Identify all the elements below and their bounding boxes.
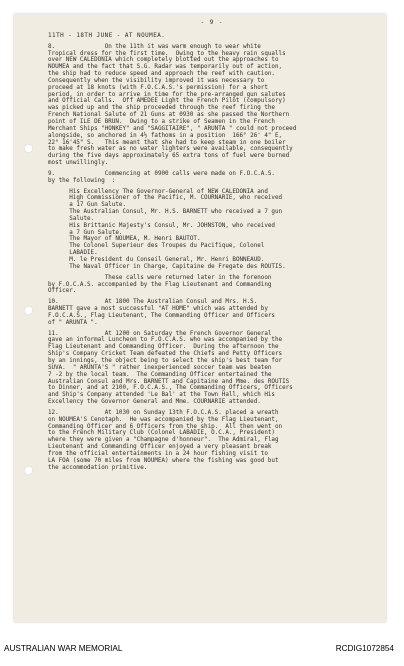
text-line: Salute.: [48, 215, 95, 222]
text-line: by the following :: [48, 177, 116, 184]
text-line: SUVA. " ARUNTA'S " rather inexperienced soccer team was beaten: [48, 364, 272, 371]
text-line: to make fresh water as no water lighters were available, consequently: [48, 146, 293, 153]
text-line: a 7 Gun Salute.: [48, 229, 123, 236]
text-line: 8. On the 11th it was warm enough to wear white: [48, 43, 261, 50]
text-line: 22° 16'45" S. This meant that she had to keep steam in one boiler: [48, 139, 286, 146]
document-text: [48, 44, 376, 472]
text-line: BARNETT gave a most successful "AT HOME" which was attended by: [48, 306, 268, 313]
text-line: The Naval Officer in Charge, Capitaine de Fregate des ROUTIS.: [48, 263, 286, 270]
text-line: Merchant Ships "HONKEY" and "SAGGITAIRE", " ARUNTA " could not proceed: [48, 125, 297, 132]
text-line: M. le President du Conseil General, Mr. Henri BONNEAUD.: [48, 257, 265, 263]
page-number: - 9 -: [200, 20, 224, 26]
punch-hole: [24, 144, 33, 153]
text-line: NOUMEA and the fact that S.G. Radar was temporarily out of action,: [48, 64, 283, 71]
text-line: Officer.: [48, 288, 77, 295]
text-line: 11. At 1200 on Saturday the French Governor General: [48, 330, 272, 337]
text-line: a 17 Gun Salute.: [48, 202, 127, 209]
text-line: alongside, so anchored in 4½ fathoms in a position 166° 26' 4" E,: [48, 132, 283, 139]
text-line: Lieutenant and Commanding Officer enjoyed a very pleasant break: [48, 444, 272, 451]
text-line: to the French Military Club (Colonel LABADIE, O.C.A., President): [48, 430, 275, 437]
text-line: His Brittanic Majesty's Consul, Mr. JOHNSTON, who received: [48, 222, 275, 229]
text-line: 7 -2 by the local team. The Commanding Officer entertained the: [48, 371, 272, 378]
text-line: the ship had to reduce speed and approach the reef with caution.: [48, 71, 275, 78]
text-line: Ship's Company Cricket Team defeated the Chiefs and Petty Officers: [48, 351, 283, 358]
text-line: The Mayor of NOUMEA, M. Henri BAUTOT.: [48, 236, 201, 243]
text-line: to Dinner, and at 2100, F.O.C.A.S., The Commanding Officers, Officers: [48, 385, 293, 392]
text-line: The Colonel Superieur des Troupes du Pacifique, Colonel: [48, 243, 265, 250]
text-line: the accommodation primitive.: [48, 464, 148, 471]
text-line: most unwillingly.: [48, 160, 109, 167]
text-line: 9. Commencing at 0900 calls were made on F.O.C.A.S.: [48, 170, 275, 177]
text-line: Excellency the Governor General and Mme. COURNARIE attended.: [48, 399, 261, 406]
text-line: by F.O.C.A.S. accompanied by the Flag Lieutenant and Commanding: [48, 281, 272, 288]
text-line: of " ARUNTA ".: [48, 319, 98, 326]
document-page: [14, 14, 386, 622]
text-line: LA FOA (some 70 miles from NOUMEA) where the fishing was good but: [48, 457, 279, 464]
text-line: French National Salute of 21 Guns at 0930 as she passed the Northern: [48, 112, 290, 119]
text-line: and Ship's Company attended 'Le Bal' at the Town Hall, which His: [48, 392, 275, 399]
archive-name: AUSTRALIAN WAR MEMORIAL: [4, 644, 123, 653]
text-line: where they were given a "Champagne d'honneur". The Admiral, Flag: [48, 437, 279, 444]
text-line: period, in order to arrive in time for the pre-arranged gun salutes: [48, 91, 286, 98]
text-line: from the official entertainments in a 24 hour fishing visit to: [48, 450, 268, 457]
text-line: by an innings, the object being to select the ship's best team for: [48, 357, 283, 364]
text-line: High Commissioner of the Pacific, M. COURNARIE, who received: [48, 195, 283, 202]
text-line: LABADIE.: [48, 250, 98, 257]
text-line: on NOUMEA'S Cenotaph. He was accompanied by the Flag Lieutenant,: [48, 416, 279, 423]
text-line: proceed at 18 knots (with F.O.C.A.S.'s permission) for a short: [48, 84, 268, 91]
record-id: RCDIG1072854: [335, 644, 394, 653]
text-line: 10. At 1800 The Australian Consul and Mrs. H.S.: [48, 299, 258, 306]
text-line: Flag Lieutenant and Commanding Officer. During the afternoon the: [48, 344, 279, 351]
text-line: over NEW CALEDONIA which completely blotted out the approaches to: [48, 57, 279, 64]
text-line: These calls were returned later in the forenoon: [48, 274, 272, 281]
section-heading: 11TH - 18TH JUNE - AT NOUMEA.: [48, 32, 166, 39]
punch-hole: [24, 306, 33, 315]
text-line: was picked up and the ship proceeded through the reef firing the: [48, 105, 275, 112]
text-line: His Excellency The Governor-General of NEW CALEDONIA and: [48, 188, 268, 195]
text-line: Commanding Officer and 6 Officers from the ship. All then went on: [48, 423, 283, 430]
text-line: Australian Consul and Mrs. BARNETT and Capitaine and Mme. des ROUTIS: [48, 378, 290, 385]
archive-footer: [0, 640, 404, 660]
text-line: gave an informal Luncheon to F.O.C.A.S. who was accompanied by the: [48, 337, 283, 344]
text-line: and Official Calls. Off AMEDEE Light the French Pilot (compulsory): [48, 98, 286, 105]
text-line: Consequently when the visibility improved it was necessary to: [48, 77, 265, 84]
text-line: F.O.C.A.S., Flag Lieutenant, The Commanding Officer and Officers: [48, 312, 275, 319]
document-body: [48, 20, 376, 471]
text-line: 12. At 1030 on Sunday 13th F.O.C.A.S. placed a wreath: [48, 409, 279, 416]
text-line: point of ILE DE BRUN. Owing to a strike of Seamen in the French: [48, 118, 275, 125]
text-line: Tropical dress for the first time. Owing to the heavy rain squalls: [48, 50, 286, 57]
text-line: The Australian Consul, Mr. H.S. BARNETT who received a 7 gun: [48, 209, 283, 216]
punch-hole: [24, 466, 33, 475]
text-line: during the five days approximately 65 extra tons of fuel were burned: [48, 153, 290, 160]
